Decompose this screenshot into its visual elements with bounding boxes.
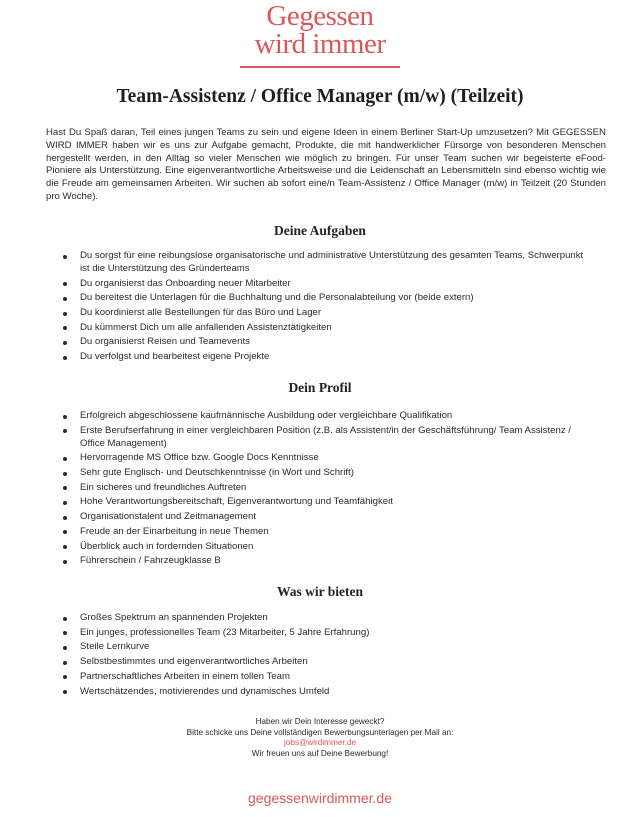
list-item xyxy=(62,482,592,495)
company-logo xyxy=(0,2,640,58)
list-item xyxy=(62,322,592,335)
tasks-heading: Deine Aufgaben xyxy=(274,223,366,238)
application-email-link[interactable]: jobs@wirdimmer.de xyxy=(283,738,356,748)
bullet-icon xyxy=(63,675,67,679)
list-item xyxy=(62,278,592,291)
list-item-text: Sehr gute Englisch- und Deutschkenntnisse (in Wort und Schrift) xyxy=(80,467,354,479)
bullet-icon xyxy=(63,326,67,330)
list-item xyxy=(62,541,592,554)
list-item-text: Du sorgst für eine reibungslose organisatorische und administrative Unterstützung des gesamten Teams, Schwerpunkt ist die Unterstützung des Gründerteams xyxy=(80,250,584,274)
bullet-icon xyxy=(63,690,67,694)
list-item-text: Erfolgreich abgeschlossene kaufmännische Ausbildung oder vergleichbare Qualifikation xyxy=(80,410,453,421)
list-item xyxy=(62,452,592,465)
profile-heading: Dein Profil xyxy=(288,380,352,395)
list-item xyxy=(62,250,592,276)
logo-underline xyxy=(240,66,400,68)
bullet-icon xyxy=(63,545,67,549)
list-item xyxy=(62,467,592,480)
closing-thanks: Wir freuen uns auf Deine Bewerbung! xyxy=(251,748,389,758)
list-item-text: Ein sicheres und freundliches Auftreten xyxy=(80,481,247,493)
bullet-icon xyxy=(63,486,67,490)
list-item-text: Hervorragende MS Office bzw. Google Docs Kenntnisse xyxy=(80,452,319,464)
list-item xyxy=(62,292,592,305)
list-item-text: Du verfolgst und bearbeitest eigene Projekte xyxy=(80,351,270,363)
list-item xyxy=(62,641,592,654)
logo-line-2: wird immer xyxy=(254,28,386,60)
closing-question: Haben wir Dein Interesse geweckt? xyxy=(255,717,385,726)
list-item xyxy=(62,336,592,349)
bullet-icon xyxy=(63,516,67,520)
list-item xyxy=(62,627,592,640)
bullet-icon xyxy=(63,341,67,345)
list-item xyxy=(62,526,592,539)
profile-list xyxy=(62,410,592,570)
list-item-text: Freude an der Einarbeitung in neue Themen xyxy=(80,525,269,537)
bullet-icon xyxy=(63,429,67,433)
list-item xyxy=(62,496,592,509)
bullet-icon xyxy=(63,282,67,286)
bullet-icon xyxy=(63,472,67,476)
bullet-icon xyxy=(63,631,67,635)
bullet-icon xyxy=(63,560,67,564)
list-item-text: Ein junges, professionelles Team (23 Mitarbeiter, 5 Jahre Erfahrung) xyxy=(80,626,370,638)
bullet-icon xyxy=(63,415,67,419)
website-link[interactable]: gegessenwirdimmer.de xyxy=(248,790,392,806)
bullet-icon xyxy=(63,297,67,301)
list-item xyxy=(62,425,592,451)
bullet-icon xyxy=(63,356,67,360)
list-item-text: Du kümmerst Dich um alle anfallenden Assistenztätigkeiten xyxy=(80,321,332,333)
list-item-text: Du koordinierst alle Bestellungen für das Büro und Lager xyxy=(80,307,322,319)
list-item xyxy=(62,511,592,524)
list-item-text: Du organisierst das Onboarding neuer Mitarbeiter xyxy=(80,277,291,289)
bullet-icon xyxy=(63,255,67,259)
list-item xyxy=(62,307,592,320)
list-item xyxy=(62,656,592,669)
page-title: Team-Assistenz / Office Manager (m/w) (Teilzeit) xyxy=(116,86,524,107)
list-item-text: Steile Lernkurve xyxy=(80,641,150,653)
list-item xyxy=(62,410,592,423)
logo-line-1: Gegessen xyxy=(266,0,374,32)
bullet-icon xyxy=(63,661,67,665)
tasks-list xyxy=(62,250,592,366)
list-item-text: Hohe Verantwortungsbereitschaft, Eigenverantwortung und Teamfähigkeit xyxy=(80,496,393,508)
closing-instruction: Bitte schicke uns Deine vollständigen Bewerbungsunterlagen per Mail an: xyxy=(186,727,454,737)
list-item xyxy=(62,686,592,699)
list-item-text: Wertschätzendes, motivierendes und dynamisches Umfeld xyxy=(80,685,330,697)
bullet-icon xyxy=(63,530,67,534)
list-item-text: Erste Berufserfahrung in einer vergleichbaren Position (z.B. als Assistent/in der Geschäftsführung/ Team Assistenz / Office Management) xyxy=(80,424,571,449)
list-item-text: Überblick auch in fordernden Situationen xyxy=(80,540,254,552)
bullet-icon xyxy=(63,617,67,621)
offer-list xyxy=(62,612,592,700)
list-item xyxy=(62,612,592,625)
list-item xyxy=(62,351,592,364)
list-item-text: Partnerschaftliches Arbeiten in einem tollen Team xyxy=(80,670,290,682)
list-item-text: Großes Spektrum an spannenden Projekten xyxy=(80,612,268,623)
intro-paragraph: Hast Du Spaß daran, Teil eines jungen Teams zu sein und eigene Ideen in einem Berliner Start-Up umzusetzen? Mit GEGESSEN WIRD IMMER haben wir es uns zur Aufgabe gemacht, Produkte, die mit handwerklicher Fürsorge von besonderen Menschen hergestellt werden, in den Alltag so vieler Menschen wie möglich zu bringen. Für unser Team suchen wir begeisterte eFood-Pioniere als Unterstützung. Eine eigenverantwortliche Arbeitsweise und die Leidenschaft an Lebensmitteln sind ebenso wichtig wie die Freude am gemeinsamen Arbeiten. Wir suchen ab sofort eine/n Team-Assistenz / Office Manager (m/w) in Teilzeit (20 Stunden pro Woche). xyxy=(46,127,606,202)
list-item-text: Organisationstalent und Zeitmanagement xyxy=(80,511,256,523)
list-item-text: Du bereitest die Unterlagen für die Buchhaltung und die Personalabteilung vor (beide extern) xyxy=(80,292,474,304)
list-item xyxy=(62,555,592,568)
closing-block xyxy=(0,717,640,759)
offer-heading: Was wir bieten xyxy=(276,584,363,599)
list-item-text: Führerschein / Fahrzeugklasse B xyxy=(80,555,221,567)
bullet-icon xyxy=(63,312,67,316)
bullet-icon xyxy=(63,501,67,505)
bullet-icon xyxy=(63,646,67,650)
list-item xyxy=(62,671,592,684)
list-item-text: Selbstbestimmtes und eigenverantwortliches Arbeiten xyxy=(80,656,308,668)
bullet-icon xyxy=(63,457,67,461)
list-item-text: Du organisierst Reisen und Teamevents xyxy=(80,336,250,348)
